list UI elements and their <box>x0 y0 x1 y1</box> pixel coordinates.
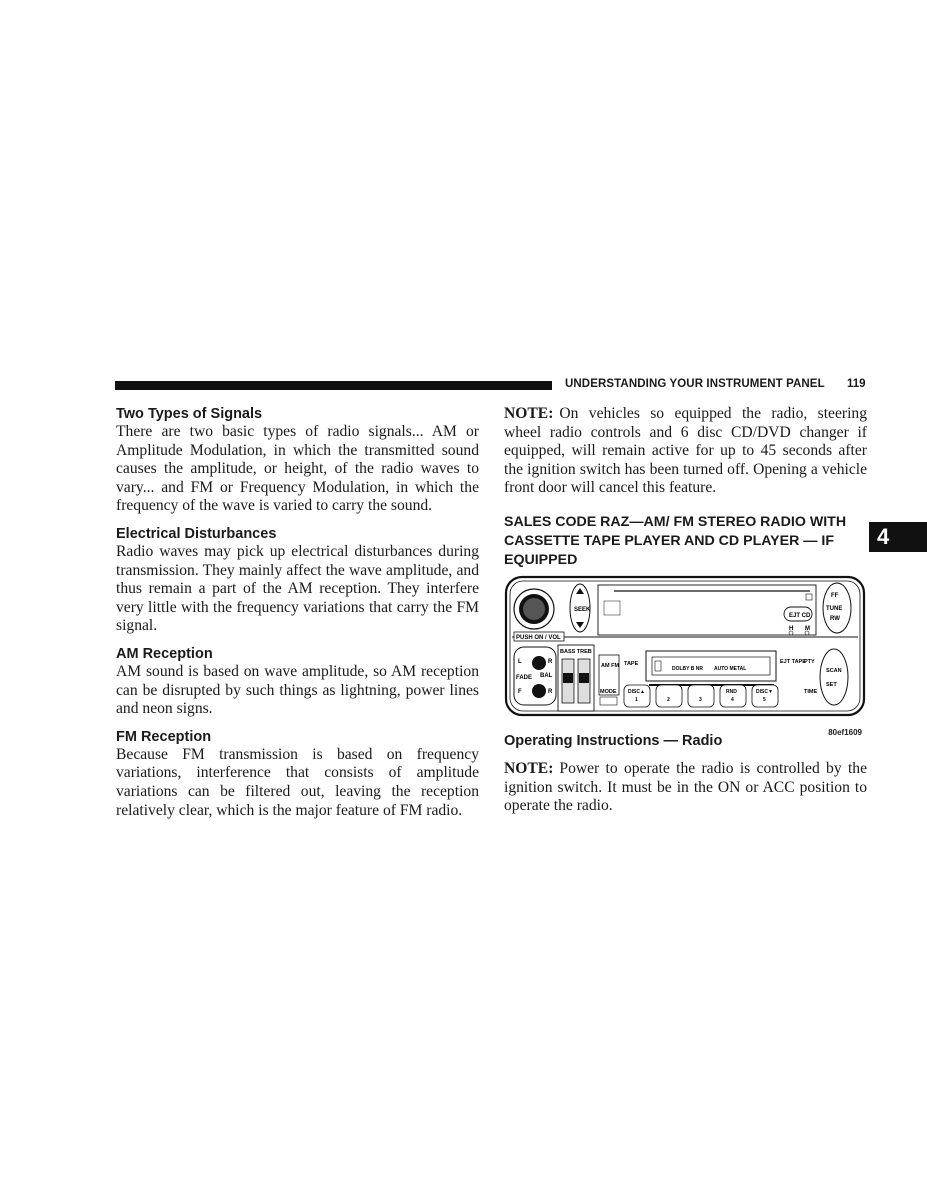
seek-label: SEEK <box>574 607 591 613</box>
section-heading: FM Reception <box>116 728 212 745</box>
ff-label: FF <box>831 593 839 599</box>
sales-code-heading: SALES CODE RAZ—AM/ FM STEREO RADIO WITH CASSETTE TAPE PLAYER AND CD PLAYER — IF EQUIPPED <box>504 513 847 568</box>
preset-3-button <box>688 685 714 707</box>
pty-label: PTY <box>804 659 815 665</box>
section-heading: Electrical Disturbances <box>116 525 277 542</box>
preset-2-button <box>656 685 682 707</box>
tape-label: TAPE <box>624 661 639 667</box>
set-label: SET <box>826 682 837 688</box>
rnd-label: RND <box>726 689 737 695</box>
section-body: Because FM transmission is based on frequency variations, interference that consists of amplitude variations can be filtered out, leaving the reception relatively clear, which is the major feature of FM radio. <box>116 745 479 819</box>
right-lower-column <box>504 732 867 816</box>
l-label: L <box>518 659 522 665</box>
ejt-cd-label: EJT CD <box>789 613 811 619</box>
push-on-vol-label: PUSH ON / VOL <box>516 635 561 641</box>
right-column <box>504 405 867 570</box>
note-label-2: NOTE: <box>504 760 554 777</box>
am-fm-label: AM FM <box>601 663 620 669</box>
chapter-tab: 4 <box>869 522 927 552</box>
header-rule <box>115 381 552 390</box>
section-body: There are two basic types of radio signals... AM or Amplitude Modulation, in which the transmitted sound causes the amplitude, or height, of the radio waves to vary... and FM or Frequency Modulation, in which the frequency of the wave is varied to carry the sound. <box>116 423 479 515</box>
note-paragraph <box>504 405 867 498</box>
bal-label: BAL <box>540 673 553 679</box>
running-header: UNDERSTANDING YOUR INSTRUMENT PANEL <box>565 378 825 390</box>
disc-down-label: DISC▼ <box>756 689 773 695</box>
note-paragraph-2 <box>504 760 867 816</box>
operating-heading: Operating Instructions — Radio <box>504 733 723 749</box>
tune-label: TUNE <box>826 606 843 612</box>
r-label-2: R <box>548 689 553 695</box>
svg-text:5: 5 <box>763 697 766 703</box>
svg-text:2: 2 <box>667 697 670 703</box>
auto-metal-label: AUTO METAL <box>714 666 747 672</box>
ejt-tape-label: EJT TAPE <box>780 659 806 665</box>
section-electrical <box>116 525 479 636</box>
scan-label: SCAN <box>826 668 842 674</box>
section-heading: AM Reception <box>116 645 213 662</box>
figure-id: 80ef1609 <box>828 728 862 737</box>
section-heading: Two Types of Signals <box>116 406 263 422</box>
r-label: R <box>548 659 553 665</box>
note-text-2: Power to operate the radio is controlled by the ignition switch. It must be in the ON or ACC position to operate the radio. <box>504 760 867 815</box>
f-label: F <box>518 689 522 695</box>
section-body: Radio waves may pick up electrical disturbances during transmission. They mainly affect the wave amplitude, and thus remain a part of the AM reception. They interfere very little with the frequency variations that carry the FM signal. <box>116 542 479 635</box>
bass-treb-label: BASS TREB <box>560 649 592 655</box>
section-body: AM sound is based on wave amplitude, so AM reception can be disrupted by such things as lightning, power lines and neon signs. <box>116 662 479 718</box>
svg-text:1: 1 <box>635 697 638 703</box>
page-number: 119 <box>847 378 866 390</box>
svg-text:3: 3 <box>699 697 702 703</box>
section-am <box>116 645 479 719</box>
fade-label: FADE <box>516 675 533 681</box>
note-text: On vehicles so equipped the radio, steering wheel radio controls and 6 disc CD/DVD changer if equipped, will remain active for up to 45 seconds after the ignition switch has been turned off. Opening a vehicle front door will cancel this feature. <box>504 405 867 497</box>
mode-label: MODE <box>600 689 617 695</box>
rw-label: RW <box>830 616 840 622</box>
section-two-types <box>116 405 479 516</box>
section-fm <box>116 728 479 820</box>
m-label: M <box>805 626 810 632</box>
left-column <box>116 405 479 829</box>
time-label: TIME <box>804 689 818 695</box>
disc-up-label: DISC▲ <box>628 689 645 695</box>
radio-illustration <box>504 575 868 737</box>
dolby-label: DOLBY B NR <box>672 666 704 672</box>
h-label: H <box>789 626 794 632</box>
svg-text:4: 4 <box>731 697 734 703</box>
note-label: NOTE: <box>504 405 554 422</box>
